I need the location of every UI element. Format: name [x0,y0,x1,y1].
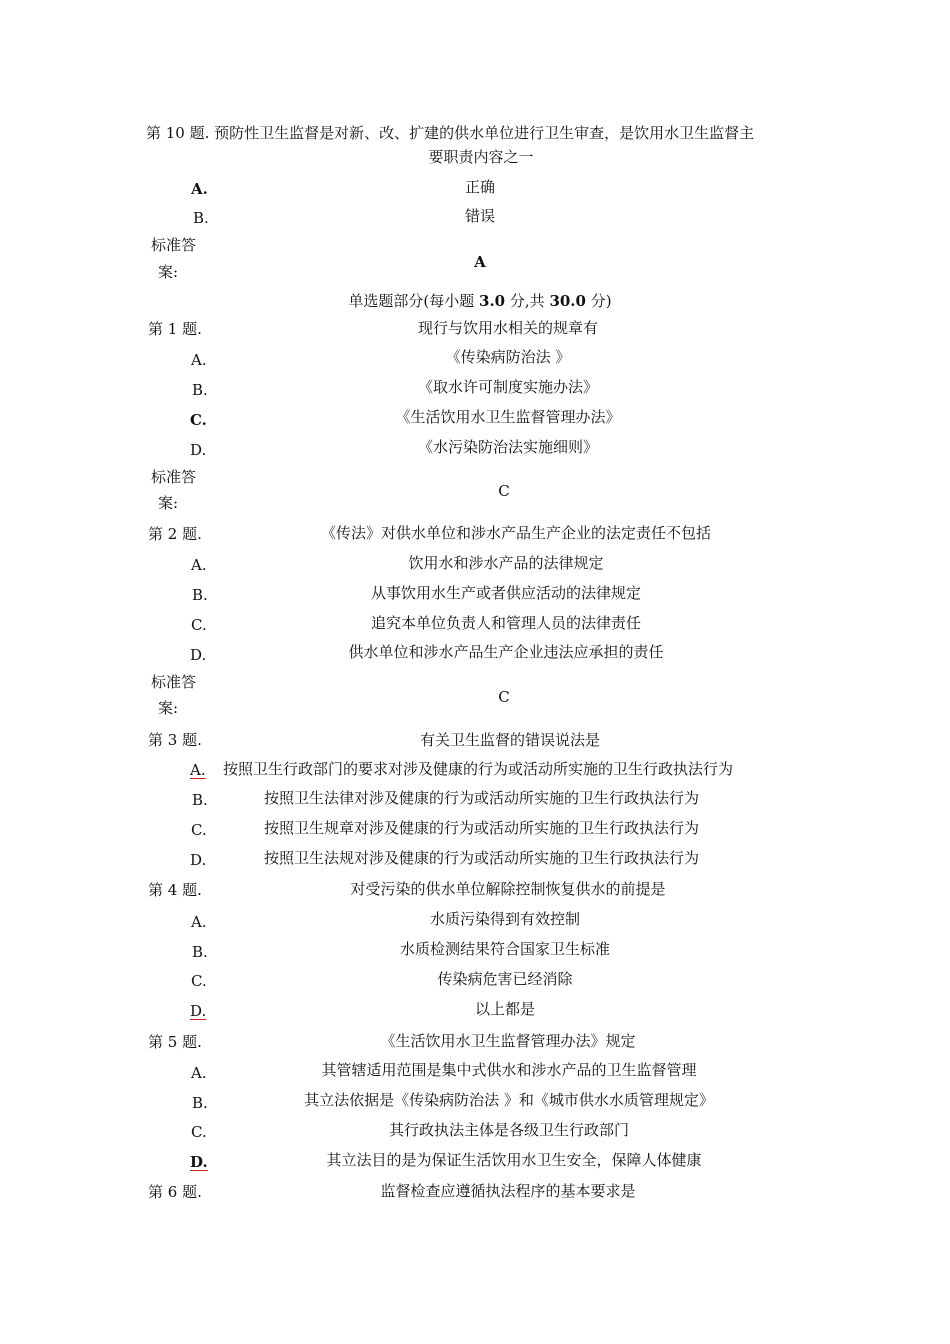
option-letter: D. [190,646,207,664]
answer-label: 案: [158,699,179,717]
option-text: 按照卫生规章对涉及健康的行为或活动所实施的卫生行政执法行为 [264,819,700,837]
option-letter: A. [190,761,206,779]
question-number: 第 5 题. [148,1033,202,1051]
option-text: 按照卫生法规对涉及健康的行为或活动所实施的卫生行政执法行为 [264,849,700,867]
option-text: 追究本单位负责人和管理人员的法律责任 [370,614,641,632]
answer-label: 标准答 [151,236,197,254]
answer-value: C [498,688,510,706]
option-letter: A. [191,913,207,931]
answer-label: 标准答 [151,468,197,486]
option-letter: B. [192,1094,208,1112]
option-text: 其立法目的是为保证生活饮用水卫生安全，保障人体健康 [326,1151,702,1169]
option-text: 《水污染防治法实施细则》 [417,438,598,456]
option-text: 其立法依据是《传染病防治法 》和《城市供水水质管理规定》 [304,1091,714,1109]
option-letter: C. [191,972,207,990]
question-number: 第 2 题. [148,525,202,543]
option-letter: A. [191,351,207,369]
option-text: 《传染病防治法 》 [445,348,571,366]
option-text: 水质检测结果符合国家卫生标准 [399,940,610,958]
option-text: 按照卫生法律对涉及健康的行为或活动所实施的卫生行政执法行为 [264,789,700,807]
question-number: 第 6 题. [148,1183,202,1201]
option-text: 饮用水和涉水产品的法律规定 [408,554,604,572]
section-header-text: 分) [585,292,612,310]
section-points-total: 30.0 [549,292,586,310]
option-letter: D. [190,1002,207,1020]
option-text: 正确 [464,178,495,196]
option-letter: B. [192,586,208,604]
option-letter: C. [191,616,207,634]
answer-value: A [474,253,486,271]
option-text: 其行政执法主体是各级卫生行政部门 [388,1121,629,1139]
option-letter: B. [192,791,208,809]
question-text: 监督检查应遵循执法程序的基本要求是 [380,1182,636,1200]
option-text: 其管辖适用范围是集中式供水和涉水产品的卫生监督管理 [321,1061,697,1079]
question-number: 第 1 题. [148,320,202,338]
section-points-each: 3.0 [479,292,506,310]
answer-label: 案: [158,263,179,281]
question-10-title-line2: 要职责内容之一 [428,148,534,166]
question-number: 第 4 题. [148,881,202,899]
question-number: 第 3 题. [148,731,202,749]
option-letter: A. [191,1064,207,1082]
option-text: 错误 [464,207,495,225]
question-10-title-line1: 第 10 题. 预防性卫生监督是对新、改、扩建的供水单位进行卫生审查，是饮用水卫生监督主 [146,124,755,142]
question-text: 有关卫生监督的错误说法是 [419,731,600,749]
option-text: 水质污染得到有效控制 [429,910,580,928]
answer-label: 案: [158,494,179,512]
question-text: 现行与饮用水相关的规章有 [417,319,598,337]
answer-label: 标准答 [151,673,197,691]
option-text: 按照卫生行政部门的要求对涉及健康的行为或活动所实施的卫生行政执法行为 [223,760,734,778]
section-header-text: 单选题部分(每小题 [348,292,480,310]
option-text: 供水单位和涉水产品生产企业违法应承担的责任 [348,643,664,661]
option-letter: A. [191,180,208,198]
answer-value: C [498,482,510,500]
question-text: 《生活饮用水卫生监督管理办法》规定 [380,1032,636,1050]
question-text: 对受污染的供水单位解除控制恢复供水的前提是 [350,880,666,898]
question-text: 《传法》对供水单位和涉水产品生产企业的法定责任不包括 [320,524,711,542]
option-letter: D. [190,851,207,869]
option-text: 从事饮用水生产或者供应活动的法律规定 [370,584,641,602]
section-header-text: 分,共 [505,292,550,310]
option-letter: B. [192,381,208,399]
option-text: 《取水许可制度实施办法》 [417,378,598,396]
option-letter: B. [192,943,208,961]
option-letter: B. [193,209,209,227]
option-text: 以上都是 [474,1000,535,1018]
option-letter: C. [190,411,207,429]
option-letter: C. [191,1123,207,1141]
option-text: 《生活饮用水卫生监督管理办法》 [395,408,621,426]
option-letter: C. [191,821,207,839]
option-letter: D. [190,1153,208,1171]
section-header [250,291,710,311]
option-letter: D. [190,441,207,459]
option-letter: A. [191,556,207,574]
option-text: 传染病危害已经消除 [437,970,573,988]
